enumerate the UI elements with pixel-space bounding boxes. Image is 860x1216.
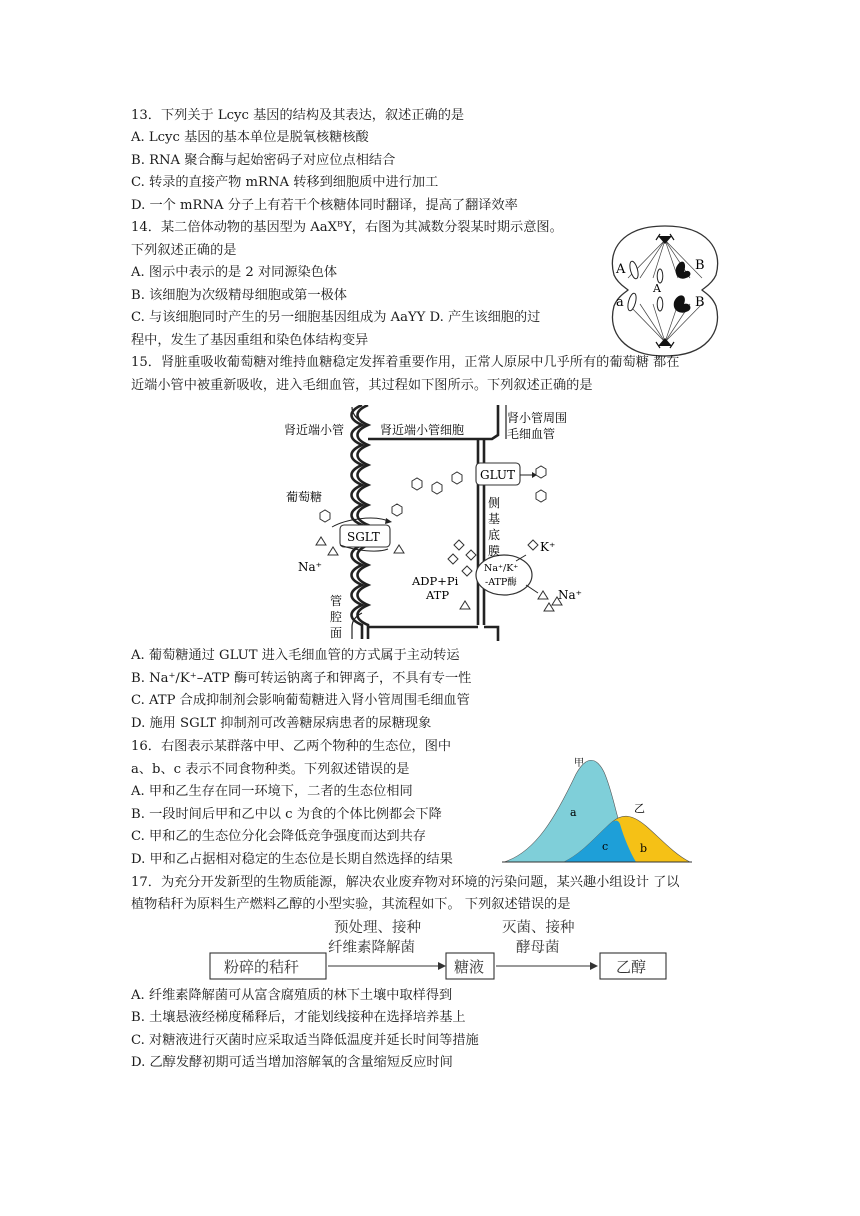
q17-option-b: B. 土壤悬液经梯度稀释后，才能划线接种在选择培养基上 [131,1010,466,1025]
q14-option-b: B. 该细胞为次级精母细胞或第一极体 [131,288,347,303]
flow-box-straw-label: 粉碎的秸秆 [224,958,300,976]
label-basal-3: 底 [488,528,501,542]
pump-arrow-na [526,585,538,593]
label-k: K⁺ [540,540,556,554]
q15-option-a: A. 葡萄糖通过 GLUT 进入毛细血管的方式属于主动转运 [131,648,460,663]
pump-label-line2: -ATP酶 [485,577,517,588]
label-tubule: 肾近端小管 [284,423,345,437]
sglt-label: SGLT [347,530,380,544]
label-tubule-cell: 肾近端小管细胞 [380,423,465,437]
label-yi: 乙 [634,802,645,815]
label-c: c [602,840,609,853]
centrosome-top [656,234,674,244]
q15-stem-line1: 15．肾脏重吸收葡萄糖对维持血糖稳定发挥着重要作用，正常人原尿中几乎所有的葡萄糖 都在 [131,355,680,370]
q15-option-b: B. Na⁺/K⁺–ATP 酶可转运钠离子和钾离子，不具有专一性 [131,671,472,686]
q16-option-b: B. 一段时间后甲和乙中以 c 为食的个体比例都会下降 [131,807,442,822]
tubule-bottom-curve [352,613,362,639]
q16-stem-line2: a、b、c 表示不同食物种类。下列叙述错误的是 [131,762,410,777]
label-lumen-1: 管 [330,594,343,608]
q13-option-a: A. Lcyc 基因的基本单位是脱氧核糖核酸 [131,130,369,145]
label-b-lower: B [695,295,705,310]
label-a: a [570,806,577,819]
q14-option-c-d: C. 与该细胞同时产生的另一细胞基因组成为 AaYY D. 产生该细胞的过 [131,310,541,325]
label-basal-2: 基 [488,512,501,526]
q13-stem: 13．下列关于 Lcyc 基因的结构及其表达，叙述正确的是 [131,108,465,123]
glut-label: GLUT [480,468,516,482]
flow-box-sugar-label: 糖液 [454,958,485,976]
q13-option-c: C. 转录的直接产物 mRNA 转移到细胞质中进行加工 [131,175,439,190]
cell-membrane-outline [612,226,717,356]
chromosome-b-lower [674,295,691,312]
spindle-top [628,240,702,278]
label-b: b [640,842,648,855]
q14-option-a: A. 图示中表示的是 2 对同源染色体 [131,265,338,280]
na-k-atpase-pump [476,555,532,595]
chromosome-a-upper [628,260,639,279]
q17-option-c: C. 对糖液进行灭菌时应采取适当降低温度并延长时间等措施 [131,1033,479,1048]
spindle-bottom [628,304,702,342]
label-jia: 甲 [574,758,584,769]
label-atp: ATP [426,588,450,602]
q13-option-d: D. 一个 mRNA 分子上有若干个核糖体同时翻译，提高了翻译效率 [131,198,518,213]
label-adp: ADP+Pi [412,574,459,588]
chromosome-mid-upper [657,269,663,283]
q14-stem-line1: 14．某二倍体动物的基因型为 AaXᴮY，右图为其减数分裂某时期示意图。 [131,220,563,235]
label-na-left: Na⁺ [298,560,322,574]
flow-box-ethanol-label: 乙醇 [616,958,647,976]
q17-option-a: A. 纤维素降解菌可从富含腐殖质的林下土壤中取样得到 [131,988,453,1003]
label-a-lower: a [616,295,624,310]
cell-bottom-border [368,627,498,641]
q16-option-c: C. 甲和乙的生态位分化会降低竞争强度而达到共存 [131,829,426,844]
label-b-upper: B [695,258,705,273]
flow-arrow1-top-label: 预处理、接种 [334,920,421,936]
flow-arrow1-bottom-label: 纤维素降解菌 [328,940,415,956]
label-lumen-3: 面 [330,626,343,640]
q16-option-a: A. 甲和乙生存在同一环境下，二者的生态位相同 [131,784,413,799]
label-capillary-line1: 肾小管周围 [507,411,568,425]
label-na-right: Na⁺ [558,588,582,602]
ethanol-flow-figure [208,916,674,982]
label-a-middle: A [653,282,661,295]
label-basal-1: 侧 [488,496,501,510]
q16-stem-line1: 16．右图表示某群落中甲、乙两个物种的生态位，图中 [131,739,452,754]
label-a-upper: A [616,262,626,277]
q14-stem-line2: 下列叙述正确的是 [131,243,237,258]
q15-option-c: C. ATP 合成抑制剂会影响葡萄糖进入肾小管周围毛细血管 [131,693,470,708]
label-basal-4: 膜 [488,544,501,558]
q17-stem-line2: 植物秸秆为原料生产燃料乙醇的小型实验，其流程如下。 下列叙述错误的是 [131,897,571,912]
q15-stem-line2: 近端小管中被重新吸收，进入毛细血管，其过程如下图所示。下列叙述正确的是 [131,378,593,393]
q13-option-b: B. RNA 聚合酶与起始密码子对应位点相结合 [131,153,396,168]
centrosome-bottom [656,338,674,348]
pump-label-line1: Na⁺/K⁺ [484,563,519,574]
q17-stem-line1: 17．为充分开发新型的生物质能源，解决农业废弃物对环境的污染问题，某兴趣小组设计 了以 [131,875,680,890]
chromosome-mid-lower [657,297,663,311]
label-capillary-line2: 毛细血管 [507,427,556,441]
q16-option-d: D. 甲和乙占据相对稳定的生态位是长期自然选择的结果 [131,852,453,867]
q14-option-d-cont: 程中，发生了基因重组和染色体结构变异 [131,333,369,348]
q15-option-d: D. 施用 SGLT 抑制剂可改善糖尿病患者的尿糖现象 [131,716,432,731]
flow-arrow2-bottom-label: 酵母菌 [516,940,560,956]
label-glucose: 葡萄糖 [286,490,323,504]
meiosis-cell-figure [598,220,732,360]
chromosome-a-lower [626,292,637,311]
niche-overlap-figure [500,752,696,866]
flow-arrow2-top-label: 灭菌、接种 [502,920,575,936]
kidney-tubule-figure [282,405,586,643]
label-lumen-2: 腔 [330,610,343,624]
q17-option-d: D. 乙醇发酵初期可适当增加溶解氧的含量缩短反应时间 [131,1055,453,1070]
